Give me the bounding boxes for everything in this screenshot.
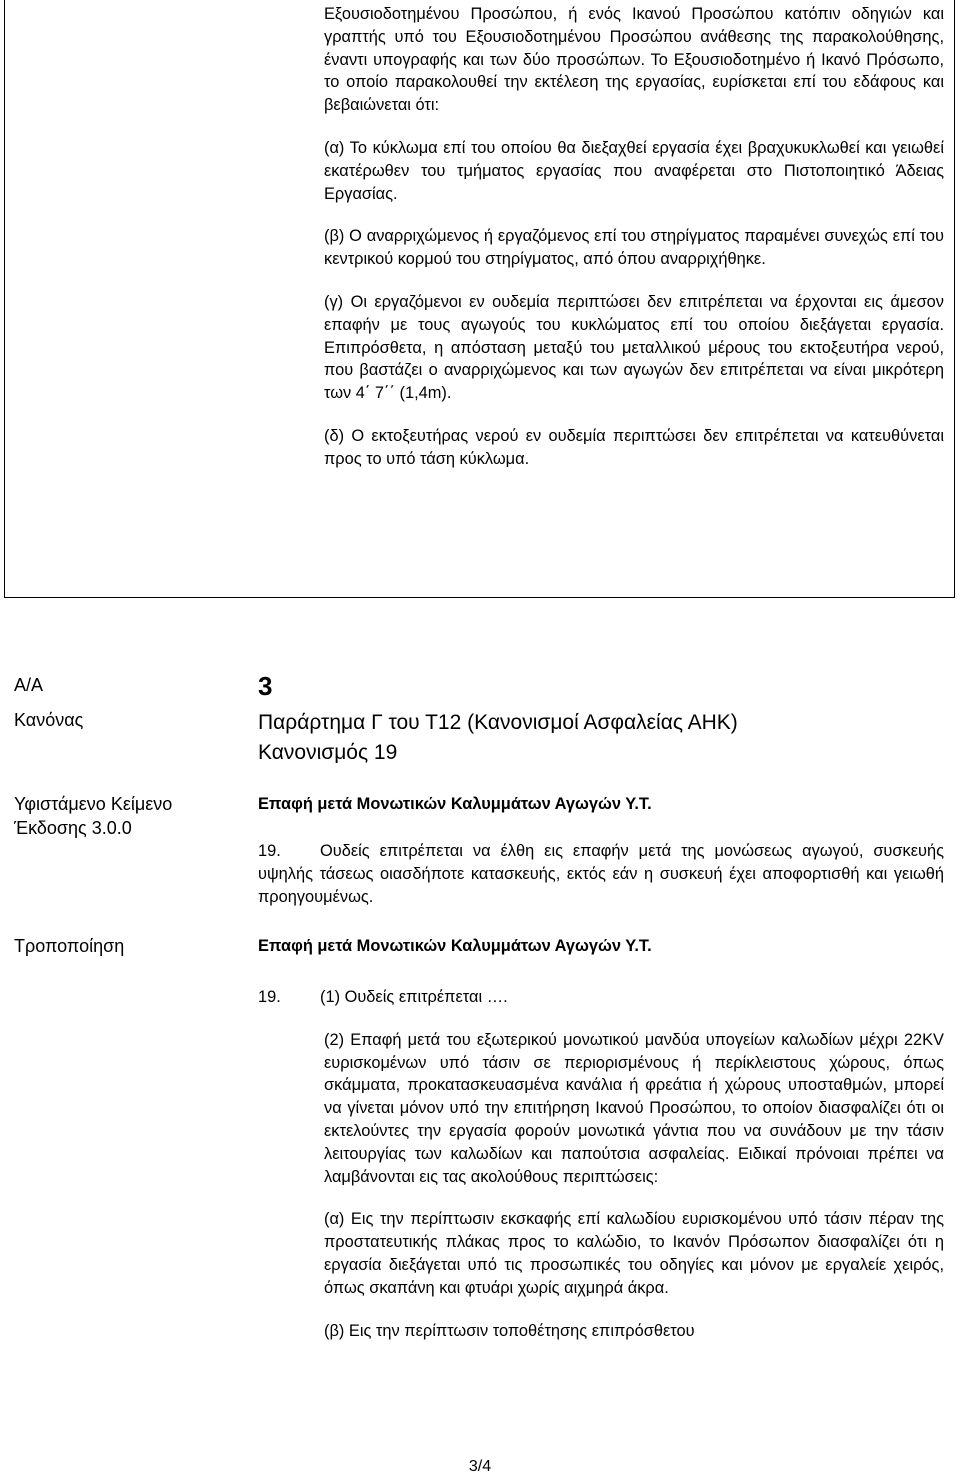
item-b-paragraph: (β) Ο αναρριχώμενος ή εργαζόμενος επί του στηρίγματος παραμένει συνεχώς επί του κεντρικού κορμού του στηρίγματος, από όπου αναρριχήθηκε. [324, 227, 944, 269]
existing-heading: Επαφή μετά Μονωτικών Καλυμμάτων Αγωγών Υ.Τ. [258, 795, 652, 813]
label-amendment: Τροποποίηση [14, 936, 125, 956]
previous-text-content [324, 3, 944, 471]
amendment-item-2: (2) Επαφή μετά του εξωτερικού μονωτικού μανδύα υπογείων καλωδίων μέχρι 22KV ευρισκομένων υπό τάσιν σε περιορισμένους ή περίκλειστους χώρους, όπως σκάμματα, προκατασκευασμένα κανάλια ή φρεάτια ή χώρους υποσταθμών, μπορεί να γίνεται μόνον υπό την επιτήρηση Ικανού Προσώπου, το οποίον διασφαλίζει ότι οι εκτελούντες την εργασία φορούν μονωτικά γάντια που να συνάδουν με την τάσιν λειτουργίας των καλωδίων και παπούτσια ασφαλείας. Ειδικαί πρόνοιαι πρέπει να λαμβάνονται εις τας ακολούθους περιπτώσεις: [324, 1030, 944, 1186]
existing-rule-number: 19. [258, 842, 281, 860]
rule-title-line1: Παράρτημα Γ του Τ12 (Κανονισμοί Ασφαλείας ΑΗΚ) [258, 711, 738, 734]
aa-value: 3 [258, 671, 273, 701]
label-aa: Α/Α [14, 675, 44, 695]
amendment-item-a: (α) Εις την περίπτωσιν εκσκαφής επί καλωδίου ευρισκομένου υπό τάσιν πέραν της προστατευτικής πλάκας προς το καλώδιο, το Ικανόν Πρόσωπον διασφαλίζει ότι η εργασία διεξάγεται υπό τις προσωπικές του οδηγίες και μόνον με εργαλείε χειρός, όπως σκαπάνη και φτυάρι χωρίς αιχμηρά άκρα. [324, 1210, 944, 1297]
item-a-paragraph: (α) Το κύκλωμα επί του οποίου θα διεξαχθεί εργασία έχει βραχυκυκλωθεί και γειωθεί εκατέρωθεν του τμήματος εργασίας που αναφέρεται στο Πιστοποιητικό Άδειας Εργασίας. [324, 138, 944, 203]
existing-rule-body: Ουδείς επιτρέπεται να έλθη εις επαφήν μετά της μονώσεως αγωγού, συσκευής υψηλής τάσεως οιασδήποτε κατασκευής, εκτός εάν η συσκευή έχει αποφορτισθή και γειωθή προηγουμένως. [258, 842, 944, 906]
amendment-heading: Επαφή μετά Μονωτικών Καλυμμάτων Αγωγών Υ.Τ. [258, 937, 652, 955]
intro-paragraph: Εξουσιοδοτημένου Προσώπου, ή ενός Ικανού Προσώπου κατόπιν οδηγιών και γραπτής υπό του Εξουσιοδοτημένου Προσώπου ανάθεσης της παρακολούθησης, έναντι υπογραφής και των δύο προσώπων. Το Εξουσιοδοτημένο ή Ικανό Πρόσωπο, το οποίο παρακολουθεί την εκτέλεση της εργασίας, ευρίσκεται επί του εδάφους και βεβαιώνεται ότι: [324, 5, 944, 115]
amendment-text [258, 986, 944, 1342]
label-existing-text: Υφιστάμενο Κείμενο Έκδοσης 3.0.0 [14, 794, 173, 838]
label-rule: Κανόνας [14, 710, 84, 730]
item-d-paragraph: (δ) Ο εκτοξευτήρας νερού εν ουδεμία περιπτώσει δεν επιτρέπεται να κατευθύνεται προς το υπό τάση κύκλωμα. [324, 426, 944, 468]
amendment-item-b: (β) Εις την περίπτωσιν τοποθέτησης επιπρόσθετου [324, 1321, 695, 1340]
item-c-paragraph: (γ) Οι εργαζόμενοι εν ουδεμία περιπτώσει δεν επιτρέπεται να έρχονται εις άμεσον επαφήν με τους αγωγούς του κυκλώματος επί του οποίου διεξάγεται εργασία. Επιπρόσθετα, η απόσταση μεταξύ του μεταλλικού μέρους του εκτοξευτήρα νερού, που βαστάζει ο αναρριχώμενος και των αγωγών δεν επιτρέπεται να είναι μικρότερη των 4΄ 7΄΄ (1,4m). [324, 292, 944, 403]
amendment-rule-number: 19. [258, 988, 281, 1006]
rule-title-line2: Κανονισμός 19 [258, 741, 398, 764]
amendment-line-1 [258, 986, 944, 1009]
rule-title [258, 708, 948, 768]
existing-rule-text [258, 840, 944, 908]
amendment-item-1: (1) Ουδείς επιτρέπεται …. [320, 988, 508, 1006]
page-number: 3/4 [468, 1458, 492, 1475]
